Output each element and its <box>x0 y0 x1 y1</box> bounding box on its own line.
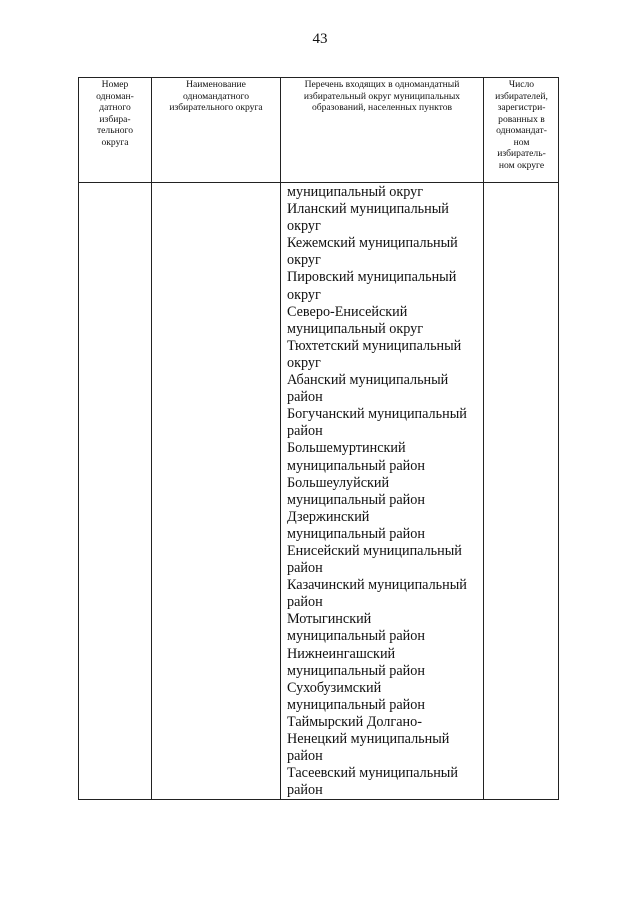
list-item: Сухобузимский муниципальный район <box>287 679 425 713</box>
column-divider <box>280 78 281 799</box>
list-item: Тюхтетский муниципальный округ <box>287 337 462 371</box>
list-item: Большеулуйский муниципальный район <box>287 474 425 508</box>
list-item: муниципальный округ <box>287 184 424 200</box>
list-item: Абанский муниципальный район <box>287 372 449 406</box>
header-municipalities-list: Перечень входящих в одномандатный избирательный округ муниципальных образований, населенных пунктов <box>303 79 461 113</box>
list-item: Нижнеингашский муниципальный район <box>287 645 425 679</box>
header-district-name: Наименование одномандатного избирательного округа <box>169 79 263 113</box>
list-item: Северо-Енисейский муниципальный округ <box>287 303 424 337</box>
page-number: 43 <box>312 31 328 47</box>
header-divider <box>79 182 558 183</box>
column-divider <box>151 78 152 799</box>
list-item: Тасеевский муниципальный район <box>287 765 458 799</box>
list-item: Богучанский муниципальный район <box>287 406 467 440</box>
header-voter-count: Число избирателей, зарегистри- рованных в одномандат- ном избиратель- ном округе <box>495 79 548 171</box>
district-table <box>78 77 559 800</box>
list-item: Енисейский муниципальный район <box>287 542 462 577</box>
list-item: Дзержинский муниципальный район <box>287 508 425 542</box>
list-item: Кежемский муниципальный округ <box>287 235 458 269</box>
list-item: Большемуртинский муниципальный район <box>287 440 425 474</box>
list-item: Казачинский муниципальный район <box>287 577 467 611</box>
header-district-number: Номер одноман- датного избира- тельного округа <box>96 79 134 148</box>
list-item: Иланский муниципальный округ <box>287 201 449 235</box>
list-item: Мотыгинский муниципальный район <box>287 611 425 645</box>
list-item: Таймырский Долгано- Ненецкий муниципальный район <box>287 713 450 765</box>
municipalities-list <box>287 184 487 799</box>
list-item: Пировский муниципальный округ <box>287 269 457 303</box>
